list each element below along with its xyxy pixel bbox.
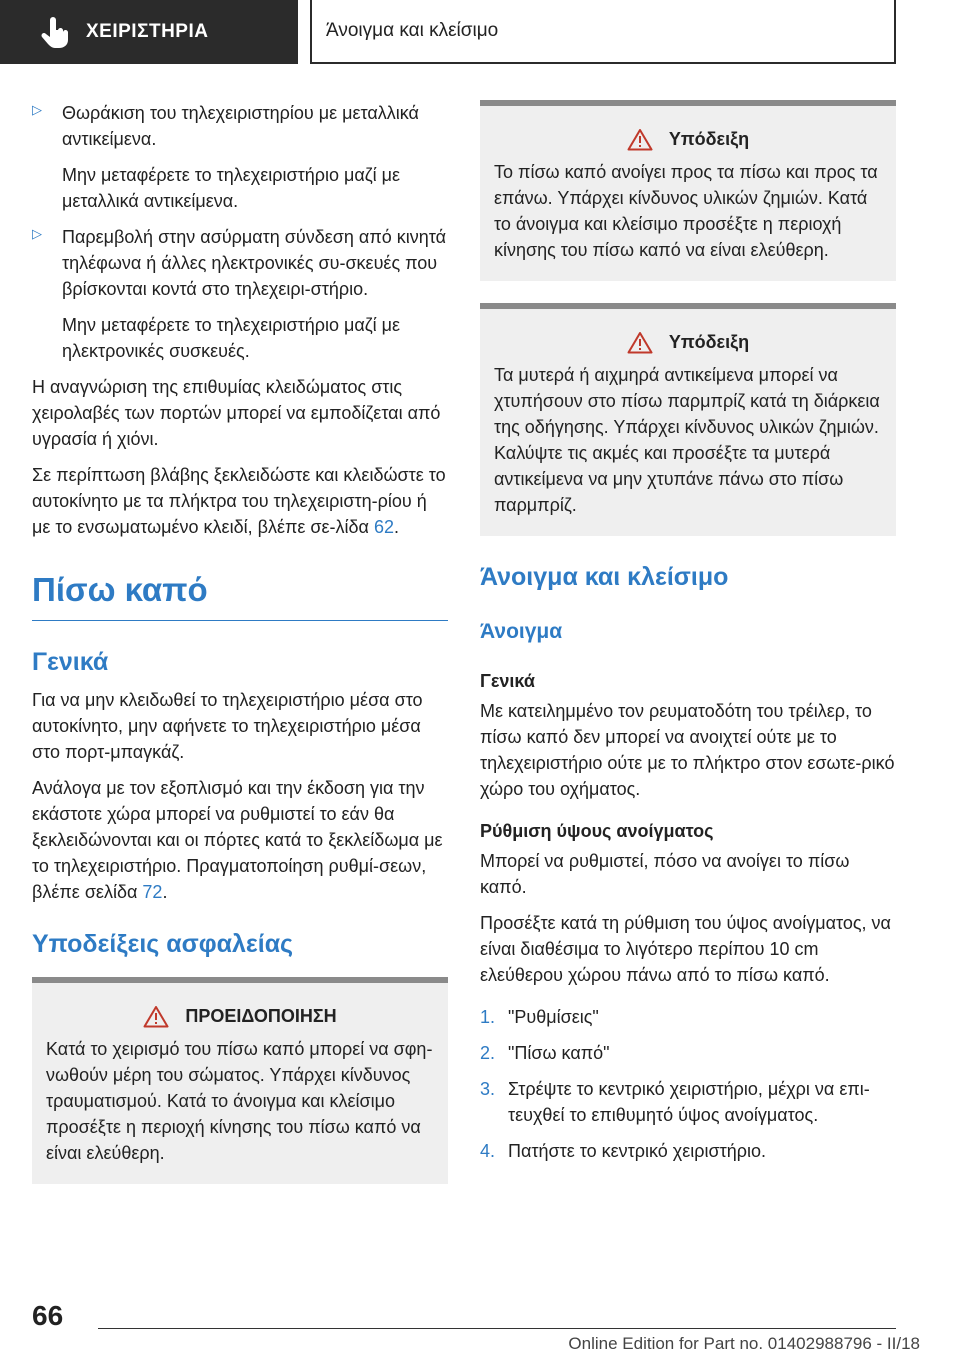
triangle-bullet-icon: ▷ bbox=[32, 226, 42, 241]
header-section bbox=[0, 0, 298, 64]
paragraph: Σε περίπτωση βλάβης ξεκλειδώστε και κλειδώστε το αυτοκίνητο με τα πλήκτρα του τηλεχειριστη-ρίου ή με το ενσωματωμένο κλειδί, βλέπε σε-λίδα 62. bbox=[32, 465, 446, 537]
subsection-title: Γενικά bbox=[32, 648, 109, 676]
page-link[interactable]: 72 bbox=[142, 882, 163, 902]
paragraph-text: Σε περίπτωση βλάβης ξεκλειδώστε και κλειδώστε το αυτοκίνητο με τα πλήκτρα του τηλεχειριστη-ρίου ή με το ενσωματωμένο κλειδί, βλέπε σε-λίδα bbox=[32, 465, 446, 537]
subsection-title: Άνοιγμα και κλείσιμο bbox=[480, 563, 729, 591]
list-item bbox=[480, 1138, 896, 1164]
step-text: "Ρυθμίσεις" bbox=[508, 1007, 599, 1027]
header-chapter-title: Άνοιγμα και κλείσιμο bbox=[326, 20, 499, 41]
right-column bbox=[480, 100, 896, 1174]
step-number: 1. bbox=[480, 1007, 496, 1027]
paragraph: Η αναγνώριση της επιθυμίας κλειδώματος στις χειρολαβές των πορτών μπορεί να εμποδίζεται από υγρασία ή χιόνι. bbox=[32, 377, 441, 449]
header-chapter bbox=[310, 0, 896, 64]
note-text: Το πίσω καπό ανοίγει προς τα πίσω και προς τα επάνω. Υπάρχει κίνδυνος υλικών ζημιών. Κατά το άνοιγμα και κλείσιμο προσέξτε η περιοχή κίνησης του πίσω καπό να είναι ελεύθερη. bbox=[494, 162, 878, 260]
list-item bbox=[480, 1076, 896, 1128]
step-number: 3. bbox=[480, 1079, 496, 1099]
warning-header bbox=[46, 1005, 434, 1028]
paragraph: Με κατειλημμένο τον ρευματοδότη του τρέιλερ, το πίσω καπό δεν μπορεί να ανοιχτεί ούτε με το τηλεχειριστήριο ούτε με το πλήκτρο στον εσωτε-ρικό χώρο του οχήματος. bbox=[480, 701, 895, 799]
header-section-title: ΧΕΙΡΙΣΤΗΡΙΑ bbox=[86, 21, 209, 42]
warning-title: ΠΡΟΕΙΔΟΠΟΙΗΣΗ bbox=[185, 1006, 337, 1026]
page-number: 66 bbox=[32, 1300, 64, 1331]
note-title: Υπόδειξη bbox=[668, 332, 750, 352]
bullet-remedy: Μην μεταφέρετε το τηλεχειριστήριο μαζί με μεταλλικά αντικείμενα. bbox=[62, 165, 401, 211]
footer-edition: Online Edition for Part no. 01402988796 - II/18 bbox=[568, 1334, 920, 1353]
triangle-bullet-icon: ▷ bbox=[32, 102, 42, 117]
bullet-text: Παρεμβολή στην ασύρματη σύνδεση από κινητά τηλέφωνα ή άλλες ηλεκτρονικές συ-σκευές που βρίσκονται κοντά στο τηλεχειρι-στήριο. bbox=[62, 227, 447, 299]
note-box bbox=[480, 303, 896, 536]
bullet-remedy: Μην μεταφέρετε το τηλεχειριστήριο μαζί με ηλεκτρονικές συσκευές. bbox=[62, 315, 401, 361]
minor-heading: Γενικά bbox=[480, 671, 535, 691]
paragraph: Μπορεί να ρυθμιστεί, πόσο να ανοίγει το πίσω καπό. bbox=[480, 851, 850, 897]
warning-text: Κατά το χειρισμό του πίσω καπό μπορεί να σφη-νωθούν μέρη του σώματος. Υπάρχει κίνδυνος τραυματισμού. Κατά το άνοιγμα και κλείσιμο προσέξτε η περιοχή κίνησης του πίσω καπό να είναι ελεύθερη. bbox=[46, 1039, 433, 1163]
step-text: Πατήστε το κεντρικό χειριστήριο. bbox=[508, 1141, 766, 1161]
footer-divider bbox=[98, 1328, 896, 1329]
note-text: Τα μυτερά ή αιχμηρά αντικείμενα μπορεί να χτυπήσουν στο πίσω παρμπρίζ κατά τη διάρκεια της οδήγησης. Υπάρχει κίνδυνος υλικών ζημιών. Καλύψτε τις ακμές και προσέξτε τα μυτερά αντικείμενα να μην χτυπάνε πάνω στο πίσω παρμπρίζ. bbox=[494, 365, 880, 515]
paragraph: Προσέξτε κατά τη ρύθμιση του ύψος ανοίγματος, να είναι διαθέσιμα το λιγότερο περίπου 10 cm ελεύθερου χώρου πάνω από το πίσω καπό. bbox=[480, 913, 891, 985]
list-item bbox=[480, 1004, 896, 1030]
warning-triangle-icon bbox=[143, 1005, 169, 1028]
sub-subsection-title: Άνοιγμα bbox=[480, 620, 563, 643]
section-title: Πίσω καπό bbox=[32, 570, 448, 621]
note-header bbox=[494, 331, 882, 354]
warning-triangle-icon bbox=[627, 128, 653, 151]
page-link[interactable]: 62 bbox=[373, 517, 395, 537]
list-item bbox=[480, 1040, 896, 1066]
step-number: 2. bbox=[480, 1043, 496, 1063]
bullet-text: Θωράκιση του τηλεχειριστηρίου με μεταλλικά αντικείμενα. bbox=[62, 103, 419, 149]
paragraph-text: Ανάλογα με τον εξοπλισμό και την έκδοση για την εκάστοτε χώρα μπορεί να ρυθμιστεί το εάν θα ξεκλειδώνονται και οι πόρτες κατά το ξεκλείδωμα με το τηλεχειριστήριο. Πραγματοποίηση ρυθμί-σεων, βλέπε σελίδα bbox=[32, 778, 443, 902]
paragraph: Για να μην κλειδωθεί το τηλεχειριστήριο μέσα στο αυτοκίνητο, μην αφήνετε το τηλεχειριστήριο μέσα στο πορτ-μπαγκάζ. bbox=[32, 690, 423, 762]
hand-pointer-icon bbox=[36, 14, 72, 50]
step-number: 4. bbox=[480, 1141, 496, 1161]
warning-triangle-icon bbox=[627, 331, 653, 354]
warning-box bbox=[32, 977, 448, 1184]
step-text: Στρέψτε το κεντρικό χειριστήριο, μέχρι να επι-τευχθεί το επιθυμητό ύψος ανοίγματος. bbox=[508, 1079, 870, 1125]
bullet-item bbox=[32, 100, 448, 162]
paragraph: Ανάλογα με τον εξοπλισμό και την έκδοση για την εκάστοτε χώρα μπορεί να ρυθμιστεί το εάν θα ξεκλειδώνονται και οι πόρτες κατά το ξεκλείδωμα με το τηλεχειριστήριο. Πραγματοποίηση ρυθμί-σεων, βλέπε σελίδα 72. bbox=[32, 778, 443, 902]
steps-list bbox=[480, 1004, 896, 1164]
left-column bbox=[32, 100, 448, 1202]
note-title: Υπόδειξη bbox=[668, 129, 750, 149]
note-box bbox=[480, 100, 896, 281]
minor-heading: Ρύθμιση ύψους ανοίγματος bbox=[480, 821, 714, 841]
bullet-item bbox=[32, 224, 448, 312]
note-header bbox=[494, 128, 882, 151]
step-text: "Πίσω καπό" bbox=[508, 1043, 610, 1063]
subsection-title: Υποδείξεις ασφαλείας bbox=[32, 930, 294, 958]
